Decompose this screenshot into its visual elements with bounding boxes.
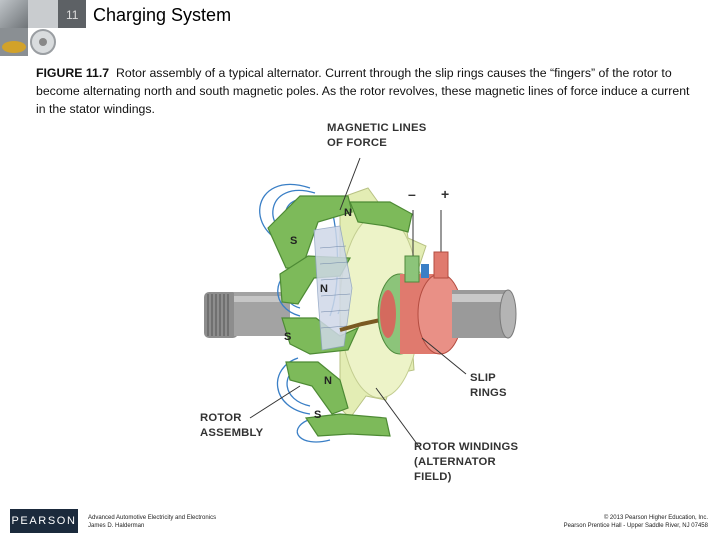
page-title: Charging System xyxy=(93,5,232,25)
slip-rings-label xyxy=(470,371,507,401)
footer-copyright xyxy=(564,514,708,530)
footer-book-title: Advanced Automotive Electricity and Electronics xyxy=(88,515,217,521)
rotor-shaft-left xyxy=(204,292,290,338)
pole-letter: S xyxy=(314,409,322,421)
label-line: ROTOR WINDINGS xyxy=(414,441,519,453)
label-line: ASSEMBLY xyxy=(200,427,264,439)
rotor-assembly-label xyxy=(200,411,263,441)
label-line: MAGNETIC LINES xyxy=(327,122,427,134)
footer-book-info xyxy=(88,514,216,530)
footer-copyright-line: © 2013 Pearson Higher Education, Inc. xyxy=(603,515,708,521)
figure-label: FIGURE 11.7 xyxy=(36,66,110,80)
label-line: FIELD) xyxy=(414,471,452,483)
chapter-number: 11 xyxy=(66,8,79,22)
positive-terminal-label: + xyxy=(441,186,450,202)
pole-letter: N xyxy=(344,207,352,219)
pearson-logo: PEARSON xyxy=(10,509,78,533)
label-line: ROTOR xyxy=(200,412,242,424)
slip-rings xyxy=(378,274,462,354)
pole-letter: N xyxy=(324,375,332,387)
footer-author: James D. Halderman xyxy=(88,523,145,529)
label-line: RINGS xyxy=(470,387,507,399)
caption-text: Rotor assembly of a typical alternator. Current through the slip rings causes the “fingers” of the rotor to become alternating north and south magnetic poles. As the rotor revolves, these magnetic lines of force induce a current in the stator windings. xyxy=(36,66,690,116)
pole-letter: N xyxy=(320,283,328,295)
magnetic-lines-label xyxy=(327,121,426,151)
rotor-shaft-right xyxy=(452,290,516,338)
pole-letter: S xyxy=(290,235,298,247)
pole-letter: S xyxy=(284,331,292,343)
rotor-windings-label xyxy=(414,440,518,485)
footer-publisher-line: Pearson Prentice Hall - Upper Saddle River, NJ 07458 xyxy=(563,523,708,529)
label-line: SLIP xyxy=(470,372,496,384)
negative-terminal-label: – xyxy=(408,186,416,202)
figure-caption xyxy=(36,64,700,118)
car-thumbnail xyxy=(0,0,28,28)
label-line: OF FORCE xyxy=(327,137,387,149)
car-icon xyxy=(2,41,26,53)
label-line: (ALTERNATOR xyxy=(414,456,496,468)
